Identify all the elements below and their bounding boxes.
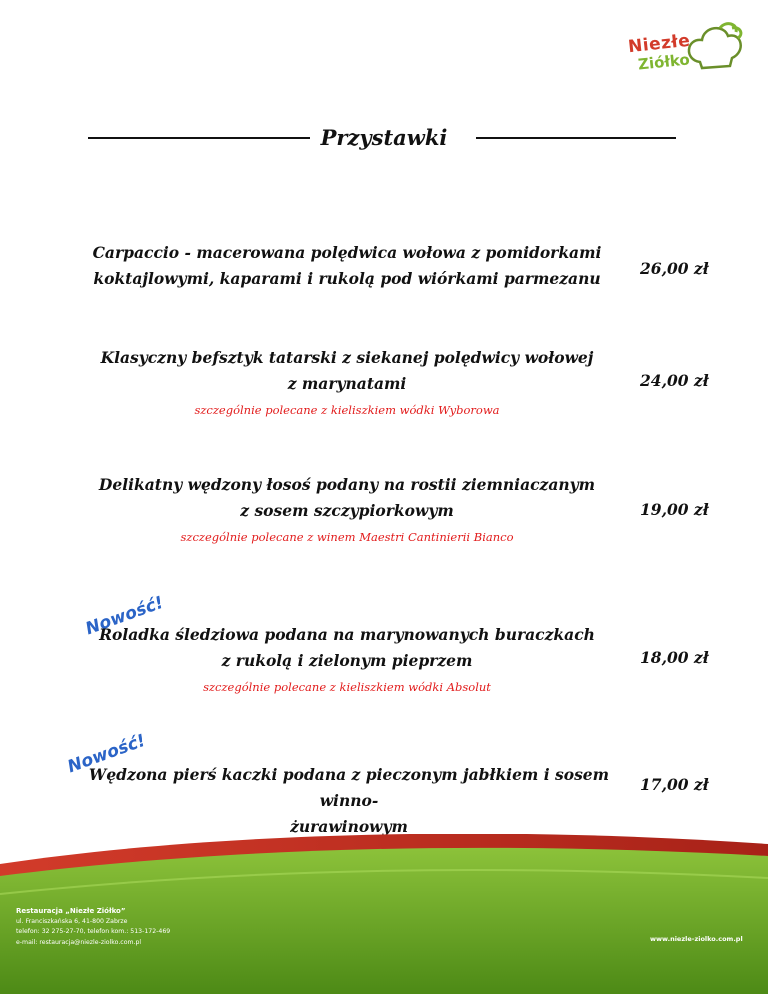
item-name-line2: z rukolą i zielonym pieprzem — [221, 651, 473, 670]
item-name-line1: Delikatny wędzony łosoś podany na rostii ziemniaczanym — [98, 475, 596, 494]
footer-email[interactable]: e-mail: restauracja@niezle-ziolko.com.pl — [16, 938, 142, 946]
menu-item — [92, 472, 602, 544]
item-price: 18,00 zł — [640, 648, 709, 667]
item-name — [84, 762, 614, 840]
item-name — [92, 345, 602, 397]
item-name-line1: Klasyczny befsztyk tatarski z siekanej polędwicy wołowej — [100, 348, 594, 367]
item-name-line2: koktajlowymi, kaparami i rukolą pod wiórkami parmezanu — [93, 269, 601, 288]
item-price: 19,00 zł — [640, 500, 709, 519]
menu-item — [92, 622, 602, 694]
item-name — [92, 622, 602, 674]
restaurant-logo — [618, 22, 748, 82]
menu-item — [92, 240, 602, 292]
item-name-line1: Wędzona pierś kaczki podana z pieczonym jabłkiem i sosem winno- — [88, 765, 610, 810]
item-name-line1: Roladka śledziowa podana na marynowanych buraczkach — [99, 625, 595, 644]
item-name-line2: z marynatami — [287, 374, 407, 393]
item-name — [92, 472, 602, 524]
item-name-line2: z sosem szczypiorkowym — [240, 501, 454, 520]
item-price: 24,00 zł — [640, 371, 709, 390]
footer-restaurant-name: Restauracja „Niezłe Ziółko” — [16, 907, 126, 915]
new-item-badge: Nowość! — [83, 592, 167, 640]
item-recommendation: szczególnie polecane z kieliszkiem wódki Wyborowa — [194, 403, 500, 417]
footer-contact — [16, 906, 170, 948]
item-recommendation: szczególnie polecane z winem Maestri Cantinierii Bianco — [180, 530, 514, 544]
menu-item — [84, 762, 614, 840]
logo-text-line2: Ziółko — [637, 50, 691, 74]
item-name-line1: Carpaccio - macerowana polędwica wołowa z pomidorkami — [92, 243, 602, 262]
footer-address: ul. Franciszkańska 6, 41-800 Zabrze — [16, 917, 128, 925]
footer-website-link[interactable]: www.niezle-ziolko.com.pl — [650, 935, 743, 943]
footer-phone: telefon: 32 275-27-70, telefon kom.: 513-172-469 — [16, 928, 171, 935]
item-price: 17,00 zł — [640, 775, 709, 794]
title-rule-right — [476, 137, 676, 139]
section-title: Przystawki — [320, 125, 448, 150]
logo-text-line1: Niezłe — [627, 30, 692, 58]
item-name-line2: żurawinowym — [290, 817, 408, 836]
item-name — [92, 240, 602, 292]
item-recommendation: szczególnie polecane z kieliszkiem wódki Absolut — [203, 680, 491, 694]
menu-item — [92, 345, 602, 417]
item-price: 26,00 zł — [640, 259, 709, 278]
new-item-badge: Nowość! — [65, 730, 149, 778]
